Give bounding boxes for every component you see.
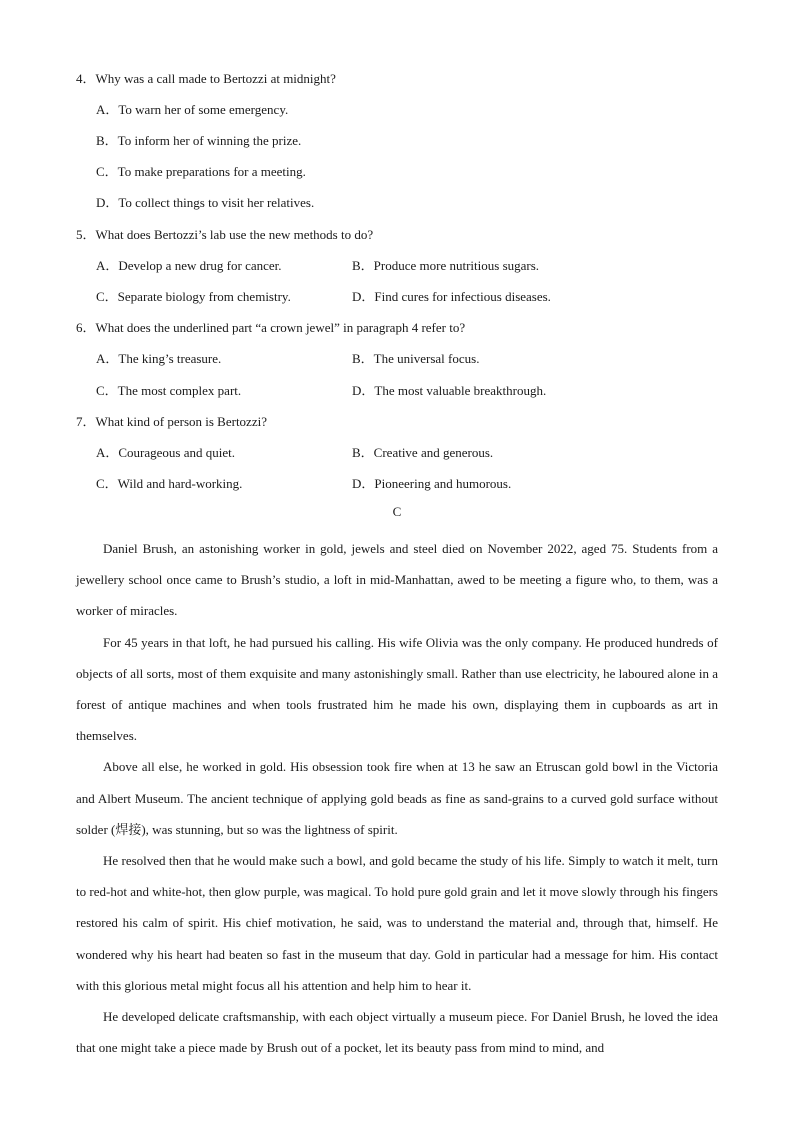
question-4-option-a: A．To warn her of some emergency. bbox=[96, 102, 289, 117]
question-7-option-d: D．Pioneering and humorous. bbox=[352, 476, 512, 491]
question-6-option-d: D．The most valuable breakthrough. bbox=[352, 383, 547, 398]
passage-paragraph-5: He developed delicate craftsmanship, with each object virtually a museum piece. For Daniel Brush, he loved the idea that one might take a piece made by Brush out of a pocket, let its beauty pass from mind to mind, and bbox=[76, 1009, 718, 1056]
passage-paragraph-4: He resolved then that he would make such a bowl, and gold became the study of his life. Simply to watch it melt, turn to red-hot and white-hot, then glow purple, was magical. To hold pure gold grain and let it move slowly through his fingers restored his calm of spirit. His chief motivation, he said, was to understand the material and, through that, himself. He wondered why his heart had beaten so fast in the museum that day. Gold in particular had a message for him. His contact with this glorious metal might focus all his attention and help him to hear it. bbox=[76, 853, 718, 993]
question-4-option-c: C．To make preparations for a meeting. bbox=[96, 164, 306, 179]
question-6-option-b: B．The universal focus. bbox=[352, 351, 480, 366]
question-7-stem: 7．What kind of person is Bertozzi? bbox=[76, 414, 267, 429]
question-7-option-c: C．Wild and hard-working. bbox=[96, 476, 243, 491]
question-5-option-a: A．Develop a new drug for cancer. bbox=[96, 258, 282, 273]
passage-paragraph-1: Daniel Brush, an astonishing worker in gold, jewels and steel died on November 2022, aged 75. Students from a jewellery school once came to Brush’s studio, a loft in mid-Manhattan, awed to be meeting a figure who, to them, was a worker of miracles. bbox=[76, 541, 718, 619]
question-6-option-c: C．The most complex part. bbox=[96, 383, 242, 398]
question-6-stem: 6．What does the underlined part “a crown jewel” in paragraph 4 refer to? bbox=[76, 320, 466, 335]
question-4-option-d: D．To collect things to visit her relatives. bbox=[96, 195, 315, 210]
question-5-stem: 5．What does Bertozzi’s lab use the new methods to do? bbox=[76, 227, 374, 242]
question-4-stem: 4．Why was a call made to Bertozzi at midnight? bbox=[76, 71, 336, 86]
question-6-option-a: A．The king’s treasure. bbox=[96, 351, 222, 366]
question-7-option-b: B．Creative and generous. bbox=[352, 445, 494, 460]
passage-paragraph-3: Above all else, he worked in gold. His obsession took fire when at 13 he saw an Etruscan gold bowl in the Victoria and Albert Museum. The ancient technique of applying gold beads as fine as sand-grains to a curved gold surface without solder (焊接), was stunning, but so was the lightness of spirit. bbox=[76, 759, 718, 837]
reading-passage bbox=[76, 533, 718, 1063]
question-5-option-b: B．Produce more nutritious sugars. bbox=[352, 258, 540, 273]
section-heading: C bbox=[392, 504, 402, 519]
question-5-option-d: D．Find cures for infectious diseases. bbox=[352, 289, 551, 304]
question-4-option-b: B．To inform her of winning the prize. bbox=[96, 133, 302, 148]
question-5-option-c: C．Separate biology from chemistry. bbox=[96, 289, 291, 304]
passage-paragraph-2: For 45 years in that loft, he had pursued his calling. His wife Olivia was the only company. He produced hundreds of objects of all sorts, most of them exquisite and many astonishingly small. Rather than use electricity, he laboured alone in a forest of antique machines and when tools frustrated him he made his own, displaying them in cupboards as art in themselves. bbox=[76, 634, 718, 744]
question-7-option-a: A．Courageous and quiet. bbox=[96, 445, 236, 460]
